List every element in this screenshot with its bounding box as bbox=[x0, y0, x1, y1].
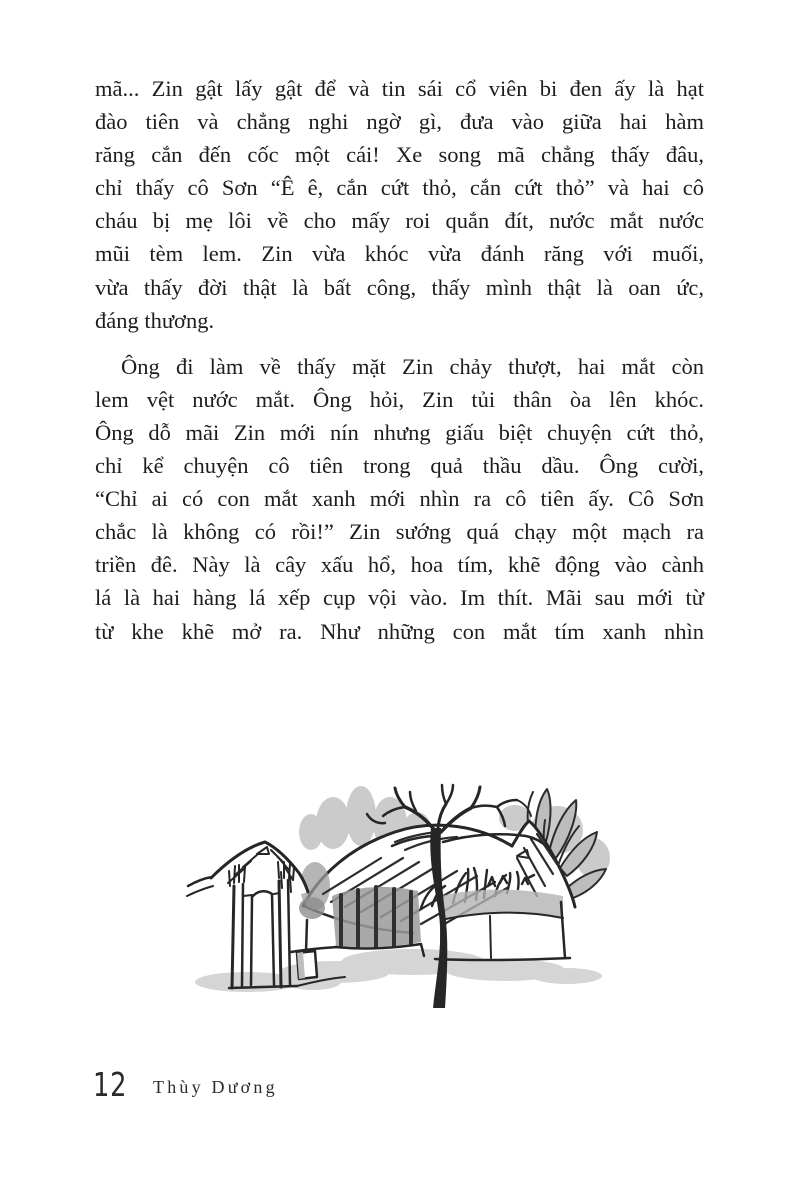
text-line: chỉ thấy cô Sơn “Ê ê, cắn cứt thỏ, cắn cứt thỏ” và hai cô bbox=[95, 175, 704, 201]
text-line: mã... Zin gật lấy gật để và tin sái cổ viên bi đen ấy là hạt bbox=[95, 76, 704, 101]
text-line: từ khe khẽ mở ra. Như những con mắt tím xanh nhìn bbox=[95, 618, 704, 644]
text-line: lem vệt nước mắt. Ông hỏi, Zin tủi thân òa lên khóc. bbox=[95, 386, 704, 412]
text-line: Ông dỗ mãi Zin mới nín nhưng giấu biệt chuyện cứt thỏ, bbox=[95, 419, 704, 445]
text-line: lá là hai hàng lá xếp cụp vội vào. Im thít. Mãi sau mới từ bbox=[95, 585, 704, 611]
text-line: vừa thấy đời thật là bất công, thấy mình thật là oan ức, bbox=[95, 274, 704, 300]
ground-box bbox=[297, 951, 317, 979]
ground-shadow-wash bbox=[195, 949, 602, 992]
paragraph bbox=[95, 72, 704, 337]
text-line: chắc là không có rồi!” Zin sướng quá chạy một mạch ra bbox=[95, 519, 704, 545]
author-name: Thùy Dương bbox=[153, 1077, 278, 1097]
text-line: “Chỉ ai có con mắt xanh mới nhìn ra cô tiên ấy. Cô Sơn bbox=[95, 486, 704, 512]
page-number: 12 bbox=[93, 1065, 128, 1104]
text-line: cháu bị mẹ lôi về cho mấy roi quắn đít, nước mắt nước bbox=[95, 208, 704, 234]
text-line: răng cắn đến cốc một cái! Xe song mã chẳng thấy đâu, bbox=[95, 142, 704, 168]
text-line: chỉ kể chuyện cô tiên trong quả thầu dầu. Ông cười, bbox=[95, 453, 704, 479]
text-line: đào tiên và chẳng nghi ngờ gì, đưa vào giữa hai hàm bbox=[95, 109, 704, 135]
paragraph bbox=[95, 350, 704, 648]
text-line: Ông đi làm về thấy mặt Zin chảy thượt, hai mắt còn bbox=[121, 353, 704, 379]
text-line: đáng thương. bbox=[95, 307, 215, 333]
text-line: triền đê. Này là cây xấu hổ, hoa tím, khẽ động vào cành bbox=[95, 552, 704, 578]
village-house-sketch-svg bbox=[185, 690, 645, 1020]
body-text bbox=[95, 72, 704, 648]
text-line: mũi tèm lem. Zin vừa khóc vừa đánh răng với muối, bbox=[95, 241, 704, 267]
village-house-illustration bbox=[185, 690, 645, 1020]
page-footer bbox=[93, 1065, 278, 1104]
